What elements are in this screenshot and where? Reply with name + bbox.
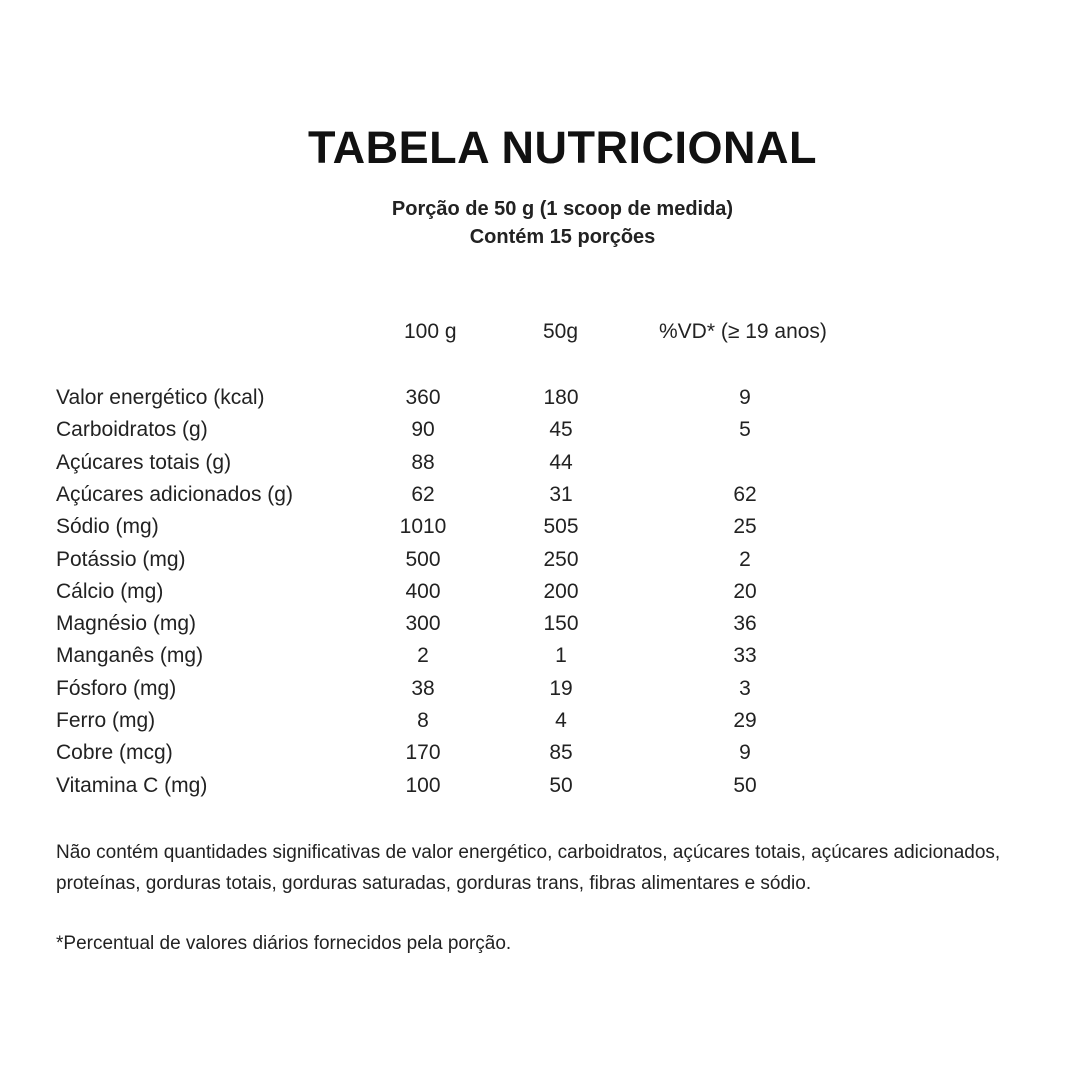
table-row: [0, 677, 1080, 707]
value-per-100g: 100: [405, 773, 441, 797]
daily-value-percent: 36: [733, 612, 757, 636]
daily-value-percent: 33: [733, 644, 757, 668]
value-per-50g: 505: [543, 515, 579, 539]
value-per-50g: 200: [543, 579, 579, 603]
value-per-50g: 31: [549, 482, 573, 506]
value-per-100g: 2: [417, 644, 429, 668]
daily-value-percent: 62: [733, 482, 757, 506]
table-row: [0, 774, 1080, 804]
value-per-50g: 44: [549, 450, 573, 474]
value-per-50g: 19: [549, 676, 573, 700]
nutrient-name: Carboidratos (g): [56, 418, 208, 442]
nutrient-name: Fósforo (mg): [56, 676, 177, 700]
value-per-100g: 8: [417, 709, 429, 732]
column-header-50g: 50g: [543, 320, 579, 343]
daily-value-percent: 5: [739, 418, 751, 442]
value-per-100g: 400: [405, 579, 441, 603]
value-per-50g: 50: [549, 773, 573, 797]
table-row: [0, 483, 1080, 513]
daily-value-percent: 25: [733, 515, 757, 539]
nutrient-name: Sódio (mg): [56, 515, 159, 539]
value-per-100g: 170: [405, 741, 441, 765]
value-per-50g: 85: [549, 741, 573, 765]
value-per-100g: 1010: [399, 515, 447, 539]
table-row: [0, 741, 1080, 771]
daily-value-percent: 9: [739, 386, 751, 409]
daily-value-percent: 3: [739, 676, 751, 700]
nutrient-name: Açúcares totais (g): [56, 450, 232, 474]
daily-value-percent: 29: [733, 709, 757, 732]
nutrient-name: Manganês (mg): [56, 644, 204, 668]
nutrient-name: Valor energético (kcal): [56, 386, 265, 409]
value-per-50g: 4: [555, 709, 567, 732]
value-per-100g: 38: [411, 676, 435, 700]
nutrient-name: Vitamina C (mg): [56, 773, 208, 797]
daily-value-percent: 20: [733, 579, 757, 603]
daily-value-percent: 50: [733, 773, 757, 797]
column-header-vd: %VD* (≥ 19 anos): [659, 320, 827, 343]
value-per-100g: 88: [411, 450, 435, 474]
table-row: [0, 386, 1080, 416]
nutrient-name: Ferro (mg): [56, 709, 156, 732]
page-title: TABELA NUTRICIONAL: [308, 122, 817, 173]
daily-value-percent: 2: [739, 547, 751, 571]
insignificant-amounts-note: Não contém quantidades significativas de valor energético, carboidratos, açúcares totais, açúcares adicionados, proteínas, gorduras totais, gorduras saturadas, gorduras trans, fibras alimentares e sódio.: [56, 842, 1001, 894]
table-row: [0, 548, 1080, 578]
value-per-50g: 1: [555, 644, 567, 668]
serving-size: Porção de 50 g (1 scoop de medida): [391, 198, 734, 220]
value-per-100g: 90: [411, 418, 435, 442]
table-row: [0, 644, 1080, 674]
nutrient-name: Açúcares adicionados (g): [56, 482, 293, 506]
value-per-100g: 300: [405, 612, 441, 636]
column-header-100g: 100 g: [404, 320, 457, 343]
table-row: [0, 709, 1080, 739]
table-row: [0, 515, 1080, 545]
servings-per-package: Contém 15 porções: [469, 226, 656, 248]
table-row: [0, 612, 1080, 642]
table-row: [0, 580, 1080, 610]
value-per-50g: 180: [543, 386, 579, 409]
nutrient-name: Cobre (mcg): [56, 741, 173, 765]
value-per-50g: 150: [543, 612, 579, 636]
table-row: [0, 451, 1080, 481]
value-per-100g: 360: [405, 386, 441, 409]
daily-value-footnote: *Percentual de valores diários fornecidos pela porção.: [56, 933, 512, 954]
daily-value-percent: 9: [739, 741, 751, 765]
value-per-100g: 62: [411, 482, 435, 506]
nutrient-name: Cálcio (mg): [56, 579, 164, 603]
value-per-50g: 45: [549, 418, 573, 442]
nutrient-name: Potássio (mg): [56, 547, 186, 571]
nutrient-name: Magnésio (mg): [56, 612, 197, 636]
value-per-100g: 500: [405, 547, 441, 571]
value-per-50g: 250: [543, 547, 579, 571]
table-row: [0, 418, 1080, 448]
